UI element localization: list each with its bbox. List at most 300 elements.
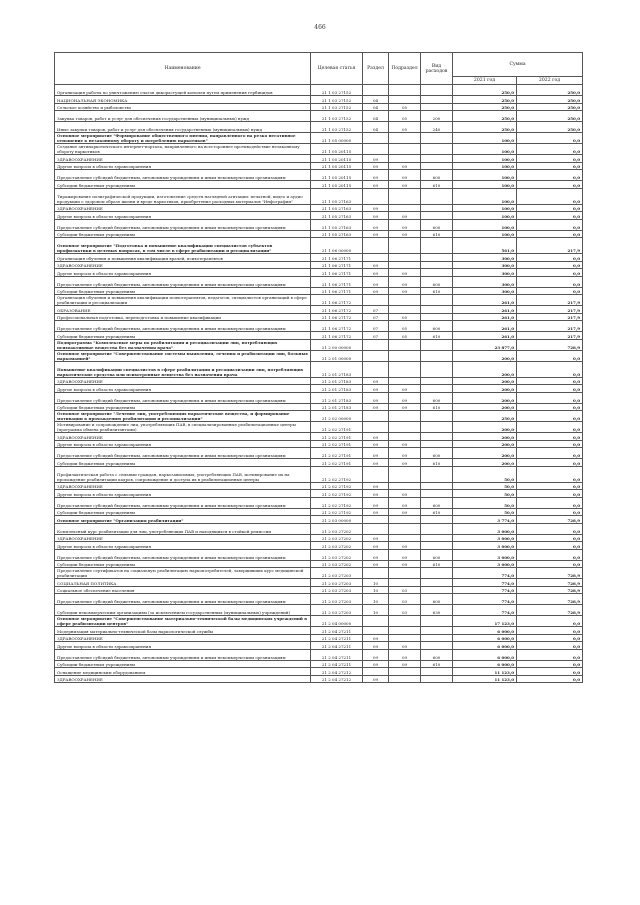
row-sum-2022: 250,0	[517, 85, 583, 96]
table-row	[55, 549, 583, 560]
row-sum-2022: 0,0	[517, 616, 583, 627]
table-row	[55, 295, 583, 306]
table-row	[55, 668, 583, 676]
row-sum-2021: 3 000,0	[453, 534, 517, 542]
row-sum-2022: 0,0	[517, 668, 583, 676]
row-target-code: 21 1 06 27172	[311, 321, 363, 332]
row-sum-2021: 6 000,0	[453, 660, 517, 668]
row-name: Подпрограмма "Комплексные меры по реабилитации и ресоциализации лиц, потребляющих психоактивные вещества без назначения врача"	[55, 339, 311, 350]
row-target-code: 21 2 03 27202	[311, 542, 363, 550]
row-subsection	[389, 433, 421, 441]
table-row	[55, 560, 583, 568]
row-name: ЗДРАВООХРАНЕНИЕ	[55, 675, 311, 683]
row-sum-2022: 0,0	[517, 230, 583, 238]
table-row	[55, 534, 583, 542]
row-sum-2021: 250,0	[453, 411, 517, 422]
row-subsection	[389, 579, 421, 587]
table-row	[55, 133, 583, 144]
row-subsection	[389, 254, 421, 262]
row-section: 09	[363, 675, 389, 683]
row-section	[363, 254, 389, 262]
row-section: 07	[363, 313, 389, 321]
row-name: Субсидии бюджетным учреждениям	[55, 230, 311, 238]
row-subsection: 09	[389, 287, 421, 295]
row-sum-2022: 0,0	[517, 642, 583, 650]
row-section: 10	[363, 594, 389, 605]
row-sum-2021: 200,0	[453, 392, 517, 403]
row-section: 09	[363, 642, 389, 650]
row-target-code: 21 2 02 00000	[311, 411, 363, 422]
row-name: Другие вопросы в области здравоохранения	[55, 269, 311, 277]
row-name: Субсидии бюджетным учреждениям	[55, 459, 311, 467]
row-sum-2021: 250,0	[453, 111, 517, 122]
row-subsection: 05	[389, 111, 421, 122]
row-target-code: 21 2 03 27203	[311, 568, 363, 579]
table-row	[55, 204, 583, 212]
row-subsection	[389, 634, 421, 642]
row-sum-2021: 561,0	[453, 238, 517, 254]
row-sum-2022: 0,0	[517, 392, 583, 403]
row-name: Закупка товаров, работ и услуг для обеспечения государственных (муниципальных) нужд	[55, 111, 311, 122]
row-section: 09	[363, 377, 389, 385]
row-sum-2021: 200,0	[453, 422, 517, 433]
row-sum-2022: 0,0	[517, 269, 583, 277]
row-sum-2022: 0,0	[517, 181, 583, 189]
table-row	[55, 276, 583, 287]
row-sum-2022: 0,0	[517, 377, 583, 385]
row-expense-type	[421, 212, 453, 220]
row-sum-2022: 0,0	[517, 144, 583, 155]
row-name: Иные закупки товаров, работ и услуг для обеспечения государственных (муниципальных) нужд	[55, 122, 311, 133]
row-sum-2021: 100,0	[453, 155, 517, 163]
row-sum-2021: 250,0	[453, 103, 517, 111]
row-sum-2021: 6 000,0	[453, 634, 517, 642]
row-sum-2022: 0,0	[517, 534, 583, 542]
row-target-code: 21 1 05 27163	[311, 212, 363, 220]
table-row	[55, 433, 583, 441]
row-section: 09	[363, 204, 389, 212]
header-sum: Сумма	[453, 53, 583, 77]
row-name: ЗДРАВООХРАНЕНИЕ	[55, 377, 311, 385]
row-sum-2022: 217,9	[517, 295, 583, 306]
row-sum-2022: 0,0	[517, 254, 583, 262]
table-row	[55, 111, 583, 122]
table-row	[55, 321, 583, 332]
row-expense-type	[421, 675, 453, 683]
table-row	[55, 516, 583, 524]
table-row	[55, 403, 583, 411]
row-expense-type	[421, 103, 453, 111]
row-target-code: 21 2 03 27203	[311, 594, 363, 605]
row-section: 10	[363, 605, 389, 616]
row-sum-2022: 0,0	[517, 490, 583, 498]
row-sum-2021: 200,0	[453, 433, 517, 441]
row-subsection	[389, 144, 421, 155]
row-name: Оснащение медицинским оборудованием	[55, 668, 311, 676]
row-sum-2021: 774,0	[453, 568, 517, 579]
row-target-code: 21 1 06 27172	[311, 306, 363, 314]
table-row	[55, 392, 583, 403]
row-sum-2022: 0,0	[517, 466, 583, 482]
row-expense-type: 240	[421, 122, 453, 133]
row-section: 09	[363, 219, 389, 230]
row-target-code: 21 1 05 00000	[311, 133, 363, 144]
row-sum-2021: 250,0	[453, 96, 517, 104]
row-section: 10	[363, 586, 389, 594]
table-row	[55, 440, 583, 448]
row-sum-2021: 100,0	[453, 144, 517, 155]
row-target-code: 21 1 05 27163	[311, 219, 363, 230]
row-target-code: 21 2 02 27191	[311, 448, 363, 459]
row-section	[363, 188, 389, 204]
header-target: Целевая статья	[311, 53, 363, 85]
row-target-code: 21 2 02 27191	[311, 440, 363, 448]
row-subsection: 09	[389, 403, 421, 411]
row-name: Основное мероприятие "Совершенствование материально-технической базы медицинских учреждений в сфере реабилитации центров"	[55, 616, 311, 627]
row-expense-type	[421, 188, 453, 204]
row-name: ЗДРАВООХРАНЕНИЕ	[55, 482, 311, 490]
row-sum-2022: 0,0	[517, 361, 583, 377]
row-expense-type	[421, 586, 453, 594]
row-subsection: 03	[389, 605, 421, 616]
row-expense-type: 610	[421, 560, 453, 568]
row-sum-2021: 6 000,0	[453, 627, 517, 635]
row-section	[363, 339, 389, 350]
row-target-code: 21 2 03 27203	[311, 579, 363, 587]
table-row	[55, 230, 583, 238]
row-name: Предоставление субсидий бюджетным, автономным учреждениям и иным некоммерческим организациям	[55, 497, 311, 508]
row-expense-type	[421, 523, 453, 534]
row-expense-type	[421, 339, 453, 350]
row-target-code: 21 1 05 20115	[311, 162, 363, 170]
row-sum-2022: 0,0	[517, 448, 583, 459]
row-name: Предоставление субсидий бюджетным, автономным учреждениям и иным некоммерческим организациям	[55, 649, 311, 660]
row-expense-type	[421, 133, 453, 144]
row-target-code: 21 2 04 27211	[311, 642, 363, 650]
row-sum-2021: 50,0	[453, 466, 517, 482]
row-subsection	[389, 350, 421, 361]
row-expense-type	[421, 295, 453, 306]
table-row	[55, 170, 583, 181]
row-sum-2022: 0,0	[517, 204, 583, 212]
row-target-code: 21 2 04 27211	[311, 649, 363, 660]
row-expense-type	[421, 269, 453, 277]
row-subsection	[389, 466, 421, 482]
table-row	[55, 269, 583, 277]
row-sum-2022: 250,0	[517, 122, 583, 133]
row-target-code: 21 1 06 27171	[311, 276, 363, 287]
row-sum-2022: 217,9	[517, 313, 583, 321]
row-target-code: 21 2 02 27192	[311, 482, 363, 490]
row-target-code: 21 2 02 27191	[311, 433, 363, 441]
row-expense-type: 610	[421, 230, 453, 238]
table-row	[55, 627, 583, 635]
table-row	[55, 313, 583, 321]
row-section: 04	[363, 96, 389, 104]
table-row	[55, 306, 583, 314]
row-section: 07	[363, 332, 389, 340]
row-section: 09	[363, 508, 389, 516]
row-sum-2021: 250,0	[453, 122, 517, 133]
row-target-code: 21 1 03 27152	[311, 103, 363, 111]
row-expense-type	[421, 254, 453, 262]
row-target-code: 21 2 04 27211	[311, 627, 363, 635]
row-subsection	[389, 627, 421, 635]
row-sum-2022: 0,0	[517, 422, 583, 433]
row-expense-type	[421, 361, 453, 377]
header-name: Наименование	[55, 53, 311, 85]
row-target-code: 21 1 06 27171	[311, 287, 363, 295]
row-sum-2021: 200,0	[453, 361, 517, 377]
row-expense-type	[421, 466, 453, 482]
row-sum-2022: 0,0	[517, 261, 583, 269]
row-sum-2021: 250,0	[453, 85, 517, 96]
row-section: 09	[363, 490, 389, 498]
row-expense-type	[421, 204, 453, 212]
row-expense-type	[421, 490, 453, 498]
row-subsection: 03	[389, 586, 421, 594]
row-sum-2021: 11 123,0	[453, 675, 517, 683]
table-row	[55, 254, 583, 262]
row-sum-2021: 100,0	[453, 188, 517, 204]
row-sum-2022: 0,0	[517, 627, 583, 635]
row-target-code: 21 1 06 27171	[311, 269, 363, 277]
table-row	[55, 542, 583, 550]
row-target-code: 21 1 06 27172	[311, 332, 363, 340]
row-section: 09	[363, 385, 389, 393]
row-name: Повышение квалификации специалистов в сфере реабилитации и ресоциализации лиц, потребляющих наркотические средства или психотропные вещества без назначения врача	[55, 361, 311, 377]
row-section: 09	[363, 497, 389, 508]
row-name: Предоставление субсидий бюджетным, автономным учреждениям и иным некоммерческим организациям	[55, 321, 311, 332]
row-sum-2021: 50,0	[453, 497, 517, 508]
row-sum-2022: 217,9	[517, 332, 583, 340]
row-subsection	[389, 482, 421, 490]
row-target-code: 21 1 06 27171	[311, 261, 363, 269]
row-name: Другие вопросы в области здравоохранения	[55, 440, 311, 448]
row-name: Предоставление субсидий бюджетным, автономным учреждениям и иным некоммерческим организациям	[55, 170, 311, 181]
budget-table	[54, 52, 583, 683]
table-row	[55, 339, 583, 350]
table-row	[55, 490, 583, 498]
row-expense-type	[421, 96, 453, 104]
row-expense-type	[421, 668, 453, 676]
row-sum-2021: 3 000,0	[453, 523, 517, 534]
row-sum-2022: 0,0	[517, 162, 583, 170]
row-target-code: 21 2 02 27191	[311, 422, 363, 433]
row-subsection: 03	[389, 594, 421, 605]
row-sum-2021: 3 774,0	[453, 516, 517, 524]
row-section: 09	[363, 448, 389, 459]
row-expense-type: 610	[421, 660, 453, 668]
row-subsection: 05	[389, 321, 421, 332]
row-sum-2021: 50,0	[453, 482, 517, 490]
row-target-code: 21 1 06 27172	[311, 295, 363, 306]
row-expense-type: 610	[421, 403, 453, 411]
row-sum-2021: 200,0	[453, 377, 517, 385]
table-row	[55, 188, 583, 204]
row-name: Сельское хозяйство и рыболовство	[55, 103, 311, 111]
row-section: 09	[363, 549, 389, 560]
row-target-code: 21 1 03 27152	[311, 122, 363, 133]
row-name: ЗДРАВООХРАНЕНИЕ	[55, 634, 311, 642]
row-section: 07	[363, 321, 389, 332]
row-subsection: 09	[389, 560, 421, 568]
row-name: Основное мероприятие "Лечение лиц, употребляющих наркотические вещества, и формирование мотивации к прохождению реабилитации и ресоциализации"	[55, 411, 311, 422]
row-sum-2021: 774,0	[453, 594, 517, 605]
row-name: Профилактическая работа с семьями граждан, наркозависимых, употребляющих ПАВ, мотивирование их на прохождение реабилитации кадров, сопровождение и доступа их в реабилитационные центры	[55, 466, 311, 482]
table-row	[55, 579, 583, 587]
row-target-code: 21 2 04 27212	[311, 675, 363, 683]
row-target-code: 21 2 02 27192	[311, 508, 363, 516]
row-section: 09	[363, 261, 389, 269]
row-section: 09	[363, 269, 389, 277]
header-expense-type: Вид расходов	[421, 53, 453, 85]
row-section	[363, 238, 389, 254]
row-expense-type	[421, 238, 453, 254]
row-sum-2021: 100,0	[453, 170, 517, 181]
row-name: Профессиональная подготовка, переподготовка и повышение квалификации	[55, 313, 311, 321]
row-expense-type	[421, 144, 453, 155]
row-subsection	[389, 339, 421, 350]
row-target-code: 21 1 06 00000	[311, 238, 363, 254]
row-subsection: 05	[389, 332, 421, 340]
row-sum-2021: 100,0	[453, 230, 517, 238]
row-name: Другие вопросы в области здравоохранения	[55, 162, 311, 170]
row-expense-type	[421, 627, 453, 635]
row-subsection: 09	[389, 230, 421, 238]
table-row	[55, 385, 583, 393]
row-section: 10	[363, 579, 389, 587]
row-sum-2021: 100,0	[453, 133, 517, 144]
row-name: ЗДРАВООХРАНЕНИЕ	[55, 204, 311, 212]
table-row	[55, 261, 583, 269]
row-target-code: 21 2 04 27211	[311, 634, 363, 642]
row-name: Тиражирование полиграфической продукции, изготовление средств наглядной агитации: печатной, видео и аудио продукции о здоровом образе жизни и вреде наркотиков, приобретение расходных материалов "Инфографии"	[55, 188, 311, 204]
row-sum-2021: 774,0	[453, 586, 517, 594]
header-year-2022: 2022 год	[517, 77, 583, 85]
row-target-code: 21 2 04 27212	[311, 668, 363, 676]
row-subsection: 09	[389, 497, 421, 508]
row-expense-type: 600	[421, 497, 453, 508]
row-target-code: 21 2 03 00000	[311, 516, 363, 524]
row-target-code: 21 2 02 27192	[311, 497, 363, 508]
table-row	[55, 649, 583, 660]
row-name: Предоставление субсидий бюджетным, автономным учреждениям и иным некоммерческим организациям	[55, 448, 311, 459]
row-sum-2022: 250,0	[517, 96, 583, 104]
row-sum-2022: 0,0	[517, 660, 583, 668]
row-sum-2021: 200,0	[453, 350, 517, 361]
row-name: ЗДРАВООХРАНЕНИЕ	[55, 261, 311, 269]
row-sum-2022: 0,0	[517, 287, 583, 295]
row-sum-2021: 300,0	[453, 254, 517, 262]
row-expense-type: 600	[421, 549, 453, 560]
row-sum-2021: 200,0	[453, 448, 517, 459]
row-sum-2021: 100,0	[453, 162, 517, 170]
row-expense-type: 600	[421, 276, 453, 287]
table-row	[55, 377, 583, 385]
table-row	[55, 594, 583, 605]
row-expense-type: 630	[421, 605, 453, 616]
row-subsection	[389, 85, 421, 96]
table-row	[55, 155, 583, 163]
row-subsection: 09	[389, 549, 421, 560]
table-row	[55, 238, 583, 254]
table-row	[55, 634, 583, 642]
row-sum-2022: 0,0	[517, 155, 583, 163]
row-name: Основное мероприятие "Формирование общественного мнения, направленного на резко негативное отношение к незаконному обороту и потреблению наркотиков"	[55, 133, 311, 144]
row-expense-type	[421, 385, 453, 393]
row-sum-2022: 0,0	[517, 219, 583, 230]
table-row	[55, 523, 583, 534]
row-target-code: 21 2 04 00000	[311, 616, 363, 627]
row-expense-type	[421, 433, 453, 441]
row-sum-2022: 250,0	[517, 111, 583, 122]
row-target-code: 21 2 01 27183	[311, 361, 363, 377]
row-target-code: 21 2 03 27202	[311, 534, 363, 542]
table-row	[55, 586, 583, 594]
row-section	[363, 144, 389, 155]
row-target-code: 21 2 03 27203	[311, 605, 363, 616]
row-sum-2022: 728,9	[517, 516, 583, 524]
row-sum-2022: 0,0	[517, 634, 583, 642]
row-target-code: 21 2 01 00000	[311, 350, 363, 361]
row-target-code: 21 1 03 27152	[311, 111, 363, 122]
row-section	[363, 523, 389, 534]
row-section: 09	[363, 660, 389, 668]
row-target-code: 21 2 03 27202	[311, 560, 363, 568]
row-target-code: 21 2 03 27202	[311, 523, 363, 534]
table-row	[55, 144, 583, 155]
row-sum-2022: 0,0	[517, 560, 583, 568]
row-sum-2021: 200,0	[453, 459, 517, 467]
row-section	[363, 568, 389, 579]
table-row	[55, 459, 583, 467]
row-name: Основное мероприятие "Совершенствование системы выявления, лечения и реабилитации лиц, больных наркоманией"	[55, 350, 311, 361]
row-name: Субсидии бюджетным учреждениям	[55, 181, 311, 189]
row-name: Другие вопросы в области здравоохранения	[55, 212, 311, 220]
row-section: 09	[363, 212, 389, 220]
row-expense-type: 610	[421, 181, 453, 189]
row-subsection	[389, 261, 421, 269]
row-section: 09	[363, 403, 389, 411]
row-target-code: 21 1 05 27163	[311, 188, 363, 204]
row-name: НАЦИОНАЛЬНАЯ ЭКОНОМИКА	[55, 96, 311, 104]
row-sum-2021: 300,0	[453, 269, 517, 277]
row-section: 09	[363, 482, 389, 490]
header-year-2021: 2021 год	[453, 77, 517, 85]
row-expense-type	[421, 482, 453, 490]
row-target-code: 21 1 05 27163	[311, 230, 363, 238]
row-sum-2022: 0,0	[517, 459, 583, 467]
row-subsection	[389, 306, 421, 314]
row-name: Основное мероприятие "Подготовка и повышение квалификации специалистов субъектов профилактики в целевых вопросах, в том числе в сфере реабилитации и ресоциализации"	[55, 238, 311, 254]
header-section: Раздел	[363, 53, 389, 85]
row-sum-2022: 0,0	[517, 188, 583, 204]
table-row	[55, 448, 583, 459]
row-target-code: 21 2 02 27191	[311, 459, 363, 467]
row-target-code: 21 1 06 27171	[311, 254, 363, 262]
row-name: ЗДРАВООХРАНЕНИЕ	[55, 155, 311, 163]
row-expense-type	[421, 634, 453, 642]
row-expense-type	[421, 579, 453, 587]
row-expense-type	[421, 642, 453, 650]
row-sum-2022: 0,0	[517, 276, 583, 287]
row-subsection	[389, 238, 421, 254]
row-section: 09	[363, 433, 389, 441]
table-row	[55, 568, 583, 579]
row-expense-type: 600	[421, 448, 453, 459]
table-row	[55, 422, 583, 433]
